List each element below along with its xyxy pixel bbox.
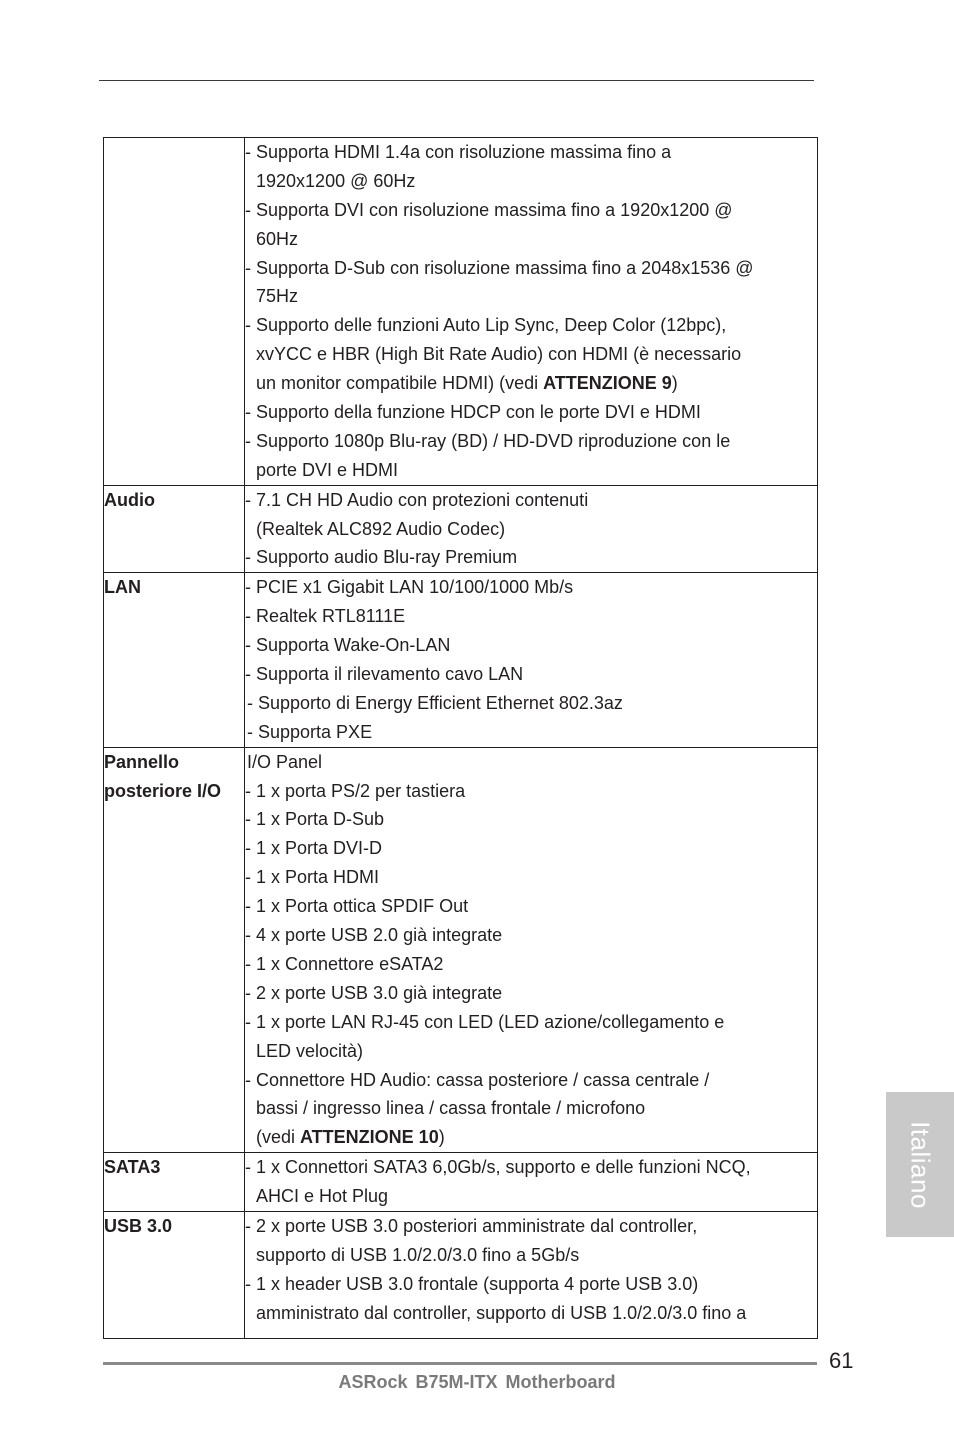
- spec-line: (Realtek ALC892 Audio Codec): [256, 518, 506, 539]
- spec-label: USB 3.0: [104, 1215, 173, 1236]
- spec-line: - Supporto 1080p Blu-ray (BD) / HD-DVD riproduzione con le: [245, 430, 731, 451]
- spec-label: SATA3: [104, 1157, 161, 1178]
- spec-line: - 2 x porte USB 3.0 posteriori amministrate dal controller,: [245, 1215, 698, 1236]
- spec-line: - Supporta DVI con risoluzione massima fino a 1920x1200 @: [245, 199, 733, 220]
- footer-title: ASRock B75M-ITX Motherboard: [338, 1372, 616, 1392]
- spec-line: - Supporto delle funzioni Auto Lip Sync, Deep Color (12bpc),: [245, 315, 727, 336]
- spec-line: - Realtek RTL8111E: [245, 606, 406, 627]
- spec-row: [104, 747, 818, 1152]
- spec-table-body: [104, 138, 818, 1339]
- spec-line: - Supporto di Energy Efficient Ethernet 802.3az: [247, 692, 623, 713]
- spec-text: ): [438, 1127, 445, 1148]
- spec-line: - Supporta il rilevamento cavo LAN: [245, 664, 524, 685]
- spec-label-cell: [104, 1211, 245, 1338]
- spec-line: - PCIE x1 Gigabit LAN 10/100/1000 Mb/s: [245, 577, 574, 598]
- spec-line: - Supporto audio Blu-ray Premium: [245, 547, 518, 568]
- spec-line: - 1 x porte LAN RJ-45 con LED (LED azione/collegamento e: [245, 1011, 725, 1032]
- spec-row: [104, 1211, 818, 1338]
- spec-line: - 1 x header USB 3.0 frontale (supporta 4 porte USB 3.0): [245, 1273, 699, 1294]
- spec-line: - 1 x Porta HDMI: [245, 867, 380, 888]
- spec-text: ): [671, 373, 678, 394]
- spec-row: [104, 138, 818, 486]
- footer-rule: [103, 1362, 817, 1365]
- note-reference: ATTENZIONE 9: [543, 373, 672, 394]
- header-rule: [99, 80, 814, 81]
- spec-text: un monitor compatibile HDMI) (vedi: [256, 373, 544, 394]
- spec-line: I/O Panel: [247, 751, 323, 772]
- spec-line: - 2 x porte USB 3.0 già integrate: [245, 982, 503, 1003]
- spec-label: Audio: [104, 489, 155, 510]
- spec-line: porte DVI e HDMI: [256, 459, 399, 480]
- spec-label-cell: [104, 1153, 245, 1212]
- spec-table: [103, 137, 818, 1339]
- spec-line: [245, 1123, 817, 1152]
- spec-label-cell: [104, 138, 245, 486]
- spec-line: - Supporto della funzione HDCP con le porte DVI e HDMI: [245, 402, 701, 423]
- spec-line: - Supporta PXE: [247, 721, 373, 742]
- spec-label-cell: [104, 573, 245, 747]
- spec-line: - Supporta HDMI 1.4a con risoluzione massima fino a: [245, 142, 672, 162]
- spec-label: Pannello: [104, 751, 180, 772]
- spec-line: amministrato dal controller, supporto di USB 1.0/2.0/3.0 fino a: [256, 1302, 747, 1323]
- spec-content-cell: [245, 573, 818, 747]
- spec-label: posteriore I/O: [104, 780, 222, 801]
- spec-content-cell: [245, 485, 818, 573]
- spec-text: (vedi: [256, 1127, 301, 1148]
- spec-line: 1920x1200 @ 60Hz: [256, 170, 416, 191]
- spec-line: - 4 x porte USB 2.0 già integrate: [245, 925, 503, 946]
- spec-line: - 1 x Connettore eSATA2: [245, 953, 444, 974]
- spec-line: AHCI e Hot Plug: [256, 1186, 389, 1207]
- spec-line: 60Hz: [256, 228, 299, 249]
- spacer: [245, 1328, 817, 1338]
- spec-content-cell: [245, 138, 818, 486]
- language-side-tab-label: Italiano: [905, 1120, 936, 1209]
- spec-label-cell: [104, 747, 245, 1152]
- spec-line: 75Hz: [256, 286, 299, 307]
- spec-content-cell: [245, 1211, 818, 1338]
- spec-line: xvYCC e HBR (High Bit Rate Audio) con HDMI (è necessario: [256, 344, 742, 365]
- spec-line: - 1 x Connettori SATA3 6,0Gb/s, supporto e delle funzioni NCQ,: [245, 1157, 751, 1178]
- spec-line: - 1 x porta PS/2 per tastiera: [245, 780, 466, 801]
- note-reference: ATTENZIONE 10: [300, 1127, 439, 1148]
- spec-label: LAN: [104, 577, 141, 598]
- spec-row: [104, 485, 818, 573]
- language-side-tab: [886, 1092, 954, 1237]
- spec-line: - Supporta D-Sub con risoluzione massima fino a 2048x1536 @: [245, 257, 754, 278]
- spec-row: [104, 573, 818, 747]
- spec-line: bassi / ingresso linea / cassa frontale / microfono: [256, 1098, 646, 1119]
- spec-line: - 1 x Porta D-Sub: [245, 809, 385, 830]
- spec-label-cell: [104, 485, 245, 573]
- spec-content-cell: [245, 1153, 818, 1212]
- spec-line: supporto di USB 1.0/2.0/3.0 fino a 5Gb/s: [256, 1244, 580, 1265]
- spec-line: LED velocità): [256, 1040, 364, 1061]
- spec-row: [104, 1153, 818, 1212]
- spec-line: - 1 x Porta DVI-D: [245, 838, 383, 859]
- page-number: 61: [829, 1348, 854, 1373]
- spec-line: - 1 x Porta ottica SPDIF Out: [245, 896, 469, 917]
- spec-line: - Supporta Wake-On-LAN: [245, 635, 451, 656]
- spec-line: - 7.1 CH HD Audio con protezioni contenuti: [245, 489, 589, 510]
- spec-content-cell: [245, 747, 818, 1152]
- spec-line: - Connettore HD Audio: cassa posteriore / cassa centrale /: [245, 1069, 710, 1090]
- spec-line: [245, 369, 817, 398]
